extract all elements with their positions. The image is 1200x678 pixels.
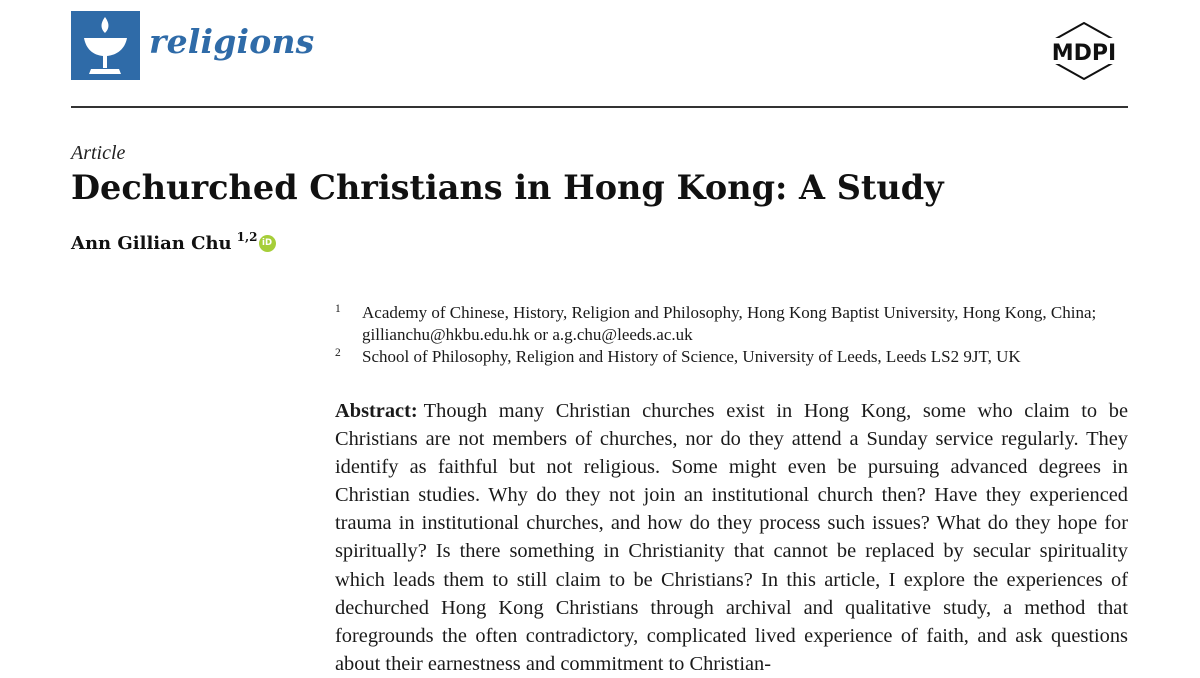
header-divider <box>71 106 1128 108</box>
article-title: Dechurched Christians in Hong Kong: A Study <box>71 168 944 207</box>
abstract <box>335 397 1128 678</box>
chalice-icon <box>71 11 140 80</box>
affiliation-email[interactable]: gillianchu@hkbu.edu.hk or a.g.chu@leeds.ac.uk <box>362 325 693 344</box>
affiliation-line: Academy of Chinese, History, Religion and Philosophy, Hong Kong Baptist University, Hong Kong, China; <box>362 303 1097 322</box>
affiliations <box>335 302 1135 368</box>
journal-logo <box>71 11 140 80</box>
author-line <box>71 230 276 254</box>
affiliation-2 <box>335 346 1135 368</box>
abstract-text: Though many Christian churches exist in Hong Kong, some who claim to be Christians are not members of churches, nor do they attend a Sunday service regularly. They identify as faithful but not religious. Some might even be pursuing advanced degrees in Christian studies. Why do they not join an institutional church then? Have they experienced trauma in institutional churches, and how do they process such issues? What do they hope for spiritually? Is there something in Christianity that cannot be replaced by secular spirituality which leads them to still claim to be Christians? In this article, I explore the experiences of dechurched Hong Kong Christians through archival and qualitative study, a method that foregrounds the often contradictory, complicated lived experience of faith, and ask questions about their earnestness and commitment to Christian- <box>335 400 1128 675</box>
affiliation-number: 1 <box>335 303 341 315</box>
affiliation-1 <box>335 302 1135 346</box>
journal-name: religions <box>149 22 315 61</box>
author-affiliation-marks: 1,2 <box>236 230 258 244</box>
article-type: Article <box>71 142 126 164</box>
orcid-icon[interactable]: iD <box>259 235 276 252</box>
publisher-name: MDPI <box>1051 41 1117 66</box>
affiliation-number: 2 <box>335 347 341 359</box>
abstract-label: Abstract: <box>335 400 418 422</box>
mdpi-logo <box>1040 22 1128 80</box>
author-name: Ann Gillian Chu <box>71 233 232 254</box>
affiliation-line: School of Philosophy, Religion and History of Science, University of Leeds, Leeds LS2 9JT, UK <box>362 347 1021 366</box>
